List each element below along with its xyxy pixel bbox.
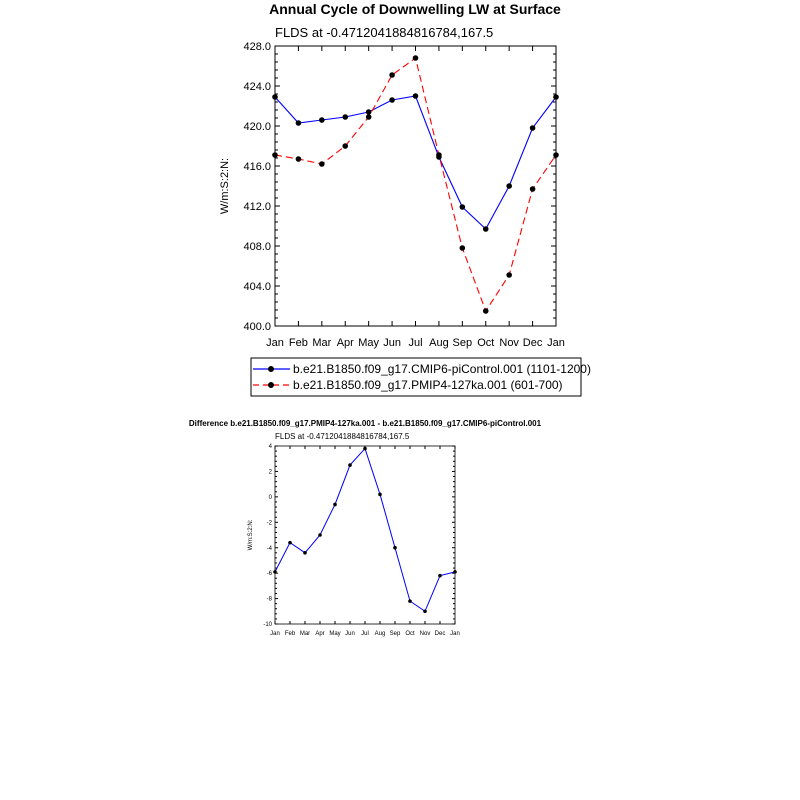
- x-tick-label: Oct: [405, 631, 415, 637]
- chart1-plot-area: [243, 41, 564, 349]
- legend-marker-series1: [268, 366, 274, 372]
- data-point-s1-0: [273, 570, 277, 574]
- data-point-s1-6: [413, 93, 419, 99]
- x-tick-label: Dec: [522, 337, 543, 349]
- plot-frame: [275, 46, 556, 326]
- series-line-1: [275, 449, 455, 612]
- data-point-s1-1: [296, 120, 302, 126]
- legend-label-series1: b.e21.B1850.f09_g17.CMIP6-piControl.001 (1101-1200): [293, 362, 591, 376]
- data-point-s1-6: [363, 447, 367, 451]
- x-tick-label: Feb: [284, 631, 296, 637]
- x-tick-label: May: [358, 337, 380, 349]
- data-point-s1-9: [408, 599, 412, 603]
- x-tick-label: Jul: [361, 631, 369, 637]
- data-point-s1-9: [483, 226, 489, 232]
- data-point-s2-11: [530, 186, 536, 192]
- chart2-title: Difference b.e21.B1850.f09_g17.PMIP4-127ka.001 - b.e21.B1850.f09_g17.CMIP6-piControl.001: [188, 419, 542, 428]
- data-point-s1-5: [389, 97, 395, 103]
- y-tick-label: -4: [266, 545, 272, 552]
- annual-cycle-chart: [219, 1, 591, 396]
- data-point-s1-4: [366, 109, 372, 115]
- data-point-s1-11: [438, 574, 442, 578]
- data-point-s2-5: [389, 72, 395, 78]
- legend-marker-series2: [268, 382, 274, 388]
- x-tick-label: Oct: [477, 337, 495, 349]
- plot-frame: [275, 446, 455, 624]
- x-tick-label: Jan: [450, 631, 460, 637]
- data-point-s1-0: [272, 94, 278, 100]
- x-tick-label: Aug: [429, 337, 449, 349]
- data-point-s1-2: [319, 117, 325, 123]
- y-tick-label: 416.0: [243, 160, 271, 173]
- y-tick-label: 4: [268, 444, 272, 451]
- y-tick-label: -2: [266, 520, 272, 527]
- y-tick-label: 428.0: [243, 40, 271, 53]
- x-tick-label: Apr: [336, 337, 354, 349]
- data-point-s2-2: [319, 161, 325, 167]
- legend-label-series2: b.e21.B1850.f09_g17.PMIP4-127ka.001 (601-700): [293, 378, 563, 392]
- y-tick-label: 2: [268, 469, 272, 476]
- data-point-s2-6: [413, 55, 419, 61]
- chart2-ylabel: W/m:S:2:N:: [248, 519, 254, 551]
- data-point-s2-7: [436, 152, 442, 158]
- y-tick-label: 408.0: [243, 240, 271, 253]
- y-tick-label: -10: [263, 622, 272, 629]
- x-tick-label: Mar: [299, 631, 311, 637]
- chart1-subtitle: FLDS at -0.4712041884816784,167.5: [275, 25, 494, 40]
- data-point-s1-10: [506, 183, 512, 189]
- x-tick-label: Jun: [383, 337, 401, 349]
- data-point-s1-12: [553, 94, 559, 100]
- data-point-s1-1: [288, 541, 292, 545]
- chart2-plot-area: [263, 444, 460, 637]
- x-tick-label: Sep: [389, 631, 401, 637]
- x-tick-label: Jan: [266, 337, 284, 349]
- x-tick-label: Nov: [419, 631, 431, 637]
- data-point-s2-8: [460, 245, 466, 251]
- data-point-s2-1: [296, 156, 302, 162]
- data-point-s1-3: [342, 114, 348, 120]
- y-tick-label: 412.0: [243, 200, 271, 213]
- y-tick-label: 420.0: [243, 120, 271, 133]
- y-tick-label: -8: [266, 596, 272, 603]
- data-point-s2-0: [272, 152, 278, 158]
- chart2-subtitle: FLDS at -0.4712041884816784,167.5: [275, 432, 410, 441]
- chart1-title: Annual Cycle of Downwelling LW at Surface: [269, 1, 561, 17]
- x-tick-label: Dec: [434, 631, 446, 637]
- data-point-s1-8: [460, 204, 466, 210]
- y-tick-label: 0: [268, 494, 272, 501]
- y-tick-label: 400.0: [243, 320, 271, 333]
- data-point-s1-8: [393, 546, 397, 550]
- x-tick-label: Jan: [270, 631, 280, 637]
- x-tick-label: Apr: [315, 631, 325, 637]
- data-point-s2-4: [366, 114, 372, 120]
- data-point-s1-4: [333, 503, 337, 507]
- x-tick-label: Aug: [374, 631, 386, 637]
- x-tick-label: Jul: [408, 337, 423, 349]
- x-tick-label: Mar: [312, 337, 332, 349]
- data-point-s2-12: [553, 152, 559, 158]
- y-tick-label: 404.0: [243, 280, 271, 293]
- y-tick-label: -6: [266, 571, 272, 578]
- y-tick-label: 424.0: [243, 80, 271, 93]
- data-point-s2-3: [342, 143, 348, 149]
- data-point-s1-7: [378, 493, 382, 497]
- chart1-legend: [251, 358, 591, 396]
- data-point-s1-10: [423, 609, 427, 613]
- series-line-1: [275, 96, 556, 229]
- x-tick-label: Feb: [288, 337, 308, 349]
- data-point-s2-10: [506, 272, 512, 278]
- data-point-s1-2: [303, 551, 307, 555]
- data-point-s1-12: [453, 570, 457, 574]
- difference-chart: [189, 419, 542, 637]
- chart1-ylabel: W/m:S:2:N:: [219, 157, 231, 215]
- x-tick-label: Jan: [547, 337, 565, 349]
- data-point-s1-5: [348, 463, 352, 467]
- x-tick-label: Nov: [499, 337, 519, 349]
- data-point-s2-9: [483, 308, 489, 314]
- data-point-s1-11: [530, 125, 536, 131]
- data-point-s1-3: [318, 533, 322, 537]
- x-tick-label: Sep: [452, 337, 473, 349]
- x-tick-label: May: [329, 631, 341, 637]
- x-tick-label: Jun: [345, 631, 355, 637]
